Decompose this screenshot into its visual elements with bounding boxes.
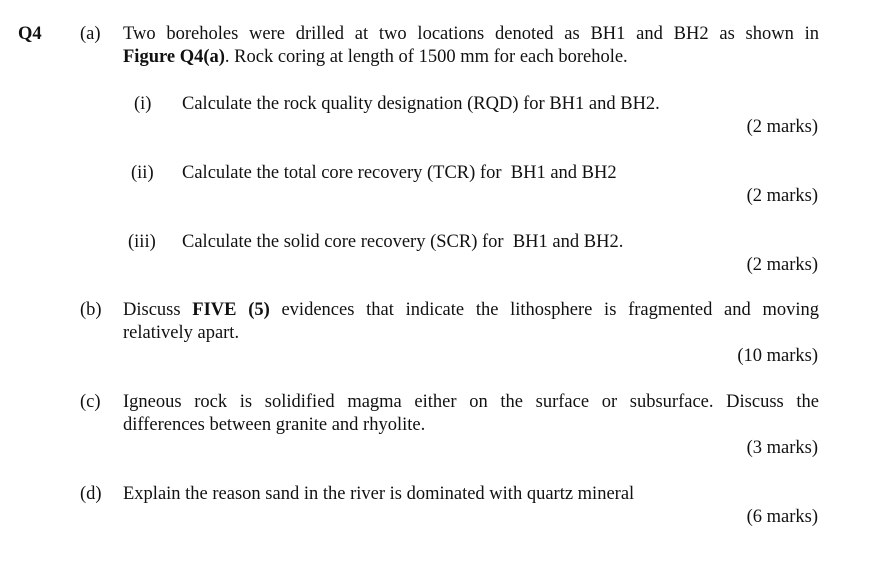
subpart-i-label: (i) [134, 94, 152, 114]
subpart-iii-marks: (2 marks) [746, 255, 818, 275]
part-a-text-line2 [123, 47, 628, 68]
part-b-text-post: evidences that indicate the lithosphere is fragmented and moving [269, 300, 819, 320]
part-c-text-line1: Igneous rock is solidified magma either on the surface or subsurface. Discuss the [123, 392, 819, 412]
subpart-ii-marks: (2 marks) [746, 186, 818, 206]
subpart-i-text: Calculate the rock quality designation (RQD) for BH1 and BH2. [182, 94, 660, 114]
part-a-label: (a) [80, 24, 101, 44]
part-d-text: Explain the reason sand in the river is dominated with quartz mineral [123, 484, 635, 504]
subpart-i-marks: (2 marks) [746, 117, 818, 137]
part-a-text-line1: Two boreholes were drilled at two locations denoted as BH1 and BH2 as shown in [123, 24, 819, 44]
part-d-label: (d) [80, 484, 102, 504]
part-b-text-bold: FIVE (5) [192, 300, 270, 320]
part-b-marks: (10 marks) [737, 346, 818, 366]
question-number: Q4 [18, 24, 42, 44]
part-c-marks: (3 marks) [746, 438, 818, 458]
part-b-text-line2: relatively apart. [123, 323, 240, 343]
part-c-label: (c) [80, 392, 101, 412]
part-d-marks: (6 marks) [746, 507, 818, 527]
part-b-text-pre: Discuss [123, 300, 193, 320]
figure-reference: Figure Q4(a) [123, 47, 225, 67]
subpart-ii-label: (ii) [131, 163, 154, 183]
subpart-iii-label: (iii) [128, 232, 156, 252]
subpart-iii-text: Calculate the solid core recovery (SCR) for BH1 and BH2. [182, 232, 624, 252]
part-b-label: (b) [80, 300, 102, 320]
part-a-text-line2-rest: . Rock coring at length of 1500 mm for each borehole. [224, 47, 628, 67]
part-c-text-line2: differences between granite and rhyolite. [123, 415, 426, 435]
subpart-ii-text: Calculate the total core recovery (TCR) for BH1 and BH2 [182, 163, 617, 183]
part-b-text-line1 [123, 300, 819, 321]
